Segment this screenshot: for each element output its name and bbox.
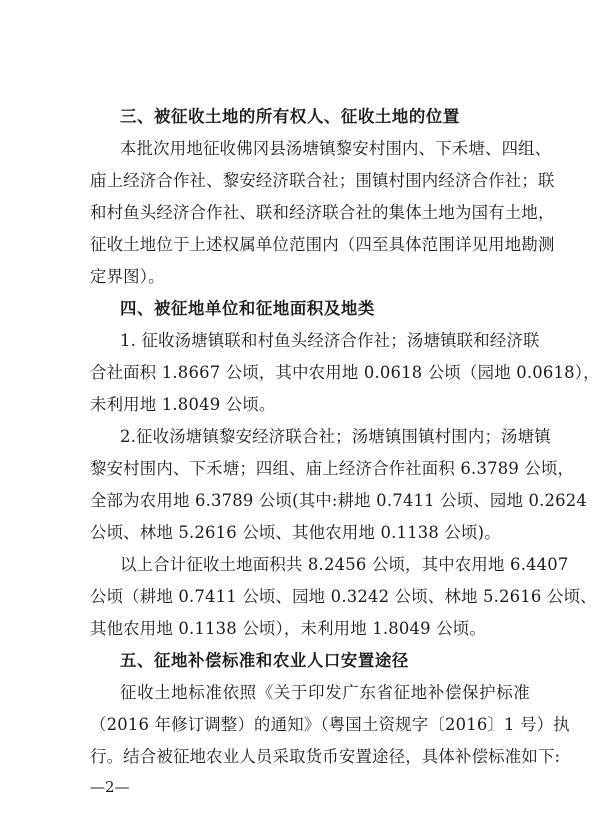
section-4-total-line: 公顷（耕地 0.7411 公顷、园地 0.3242 公顷、林地 5.2616 公顷、	[90, 587, 597, 606]
section-4-heading: 四、被征地单位和征地面积及地类	[120, 299, 375, 318]
section-5-line: 行。结合被征地农业人员采取货币安置途径，具体补偿标准如下:	[90, 747, 561, 766]
section-5-line: 征收土地标准依照《关于印发广东省征地补偿保护标准	[120, 683, 530, 702]
section-4-item-1-line: 1. 征收汤塘镇联和村鱼头经济合作社；汤塘镇联和经济联	[120, 331, 540, 350]
section-3-line: 庙上经济合作社、黎安经济联合社；围镇村围内经济合作社；联	[90, 171, 555, 190]
section-4-total-line: 其他农用地 0.1138 公顷），未利用地 1.8049 公顷。	[90, 619, 486, 638]
section-4-item-2-line: 全部为农用地 6.3789 公顷(其中:耕地 0.7411 公顷、园地 0.2624	[90, 491, 588, 510]
section-4-item-1-line: 未利用地 1.8049 公顷。	[90, 395, 276, 414]
section-3-line: 本批次用地征收佛冈县汤塘镇黎安村围内、下禾塘、四组、	[120, 139, 552, 158]
section-3-line: 定界图）。	[90, 267, 165, 286]
section-4-item-2-line: 黎安村围内、下禾塘；四组、庙上经济合作社面积 6.3789 公顷，	[90, 459, 575, 478]
section-5-heading: 五、征地补偿标准和农业人口安置途径	[120, 651, 409, 670]
section-5-line: （2016 年修订调整）的通知》（粤国土资规字〔2016〕1 号）执	[90, 715, 570, 734]
section-4-item-2-line: 2.征收汤塘镇黎安经济联合社；汤塘镇围镇村围内；汤塘镇	[120, 427, 551, 446]
section-3-line: 和村鱼头经济合作社、联和经济联合社的集体土地为国有土地，	[90, 203, 555, 222]
section-4-item-1-line: 合社面积 1.8667 公顷，其中农用地 0.0618 公顷（园地 0.0618），	[90, 363, 600, 382]
section-4-total-line: 以上合计征收土地面积共 8.2456 公顷，其中农用地 6.4407	[120, 555, 569, 574]
section-3-line: 征收土地位于上述权属单位范围内（四至具体范围详见用地勘测	[90, 235, 555, 254]
section-4-item-2-line: 公顷、林地 5.2616 公顷、其他农用地 0.1138 公顷)。	[90, 523, 501, 542]
section-3-heading: 三、被征收土地的所有权人、征收土地的位置	[120, 107, 460, 126]
page-number: —2—	[90, 778, 130, 796]
